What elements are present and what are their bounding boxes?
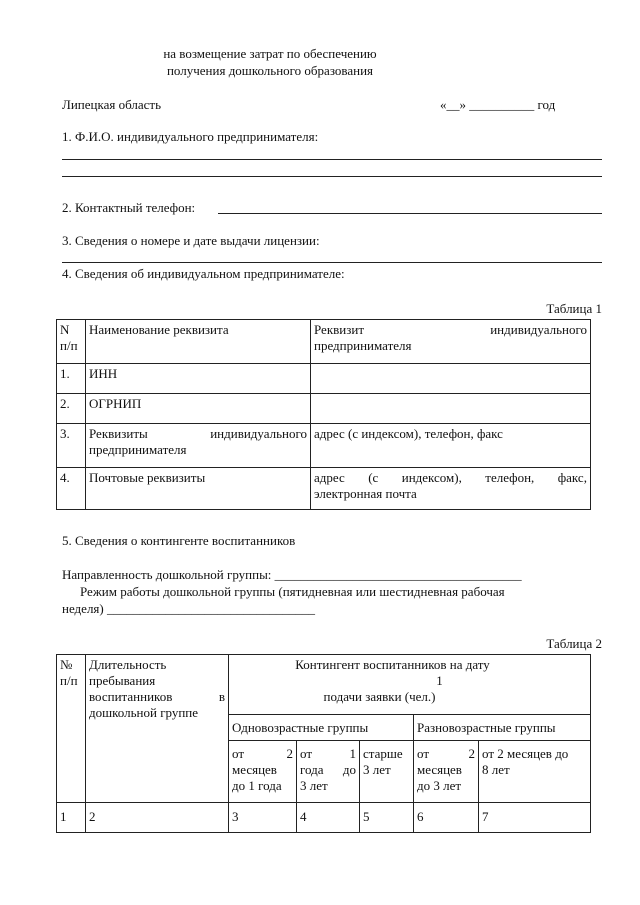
table-cell: 3. <box>57 424 86 468</box>
table-cell: 2 <box>86 803 229 833</box>
table-row <box>57 468 591 510</box>
table-header-cell: от 2 месяцев до 1 года <box>229 741 297 803</box>
pupil-contingent-table <box>56 654 591 833</box>
doc-title-line1: на возмещение затрат по обеспечению <box>163 46 377 61</box>
direction-field[interactable]: Направленность дошкольной группы: ______________________________________ <box>62 567 522 582</box>
doc-title-line2: получения дошкольного образования <box>166 63 374 78</box>
table-header-row <box>57 655 591 715</box>
table-cell: 4. <box>57 468 86 510</box>
table-cell: 5 <box>360 803 414 833</box>
section5-label: 5. Сведения о контингенте воспитанников <box>62 533 296 548</box>
info-label: 4. Сведения об индивидуальном предпринимателе: <box>62 266 345 281</box>
mode-field[interactable]: неделя) ________________________________ <box>62 601 315 616</box>
license-label: 3. Сведения о номере и дате выдачи лицензии: <box>62 233 320 248</box>
table-header-cell: от 1 года до 3 лет <box>297 741 360 803</box>
table-cell: 2. <box>57 394 86 424</box>
table-cell: ОГРНИП <box>86 394 311 424</box>
table-cell: 4 <box>297 803 360 833</box>
table-row <box>57 424 591 468</box>
region-label: Липецкая область <box>62 97 162 112</box>
table-row <box>57 803 591 833</box>
table-cell: 3 <box>229 803 297 833</box>
table-header-cell: Длительность пребывания воспитанников в дошкольной группе <box>86 655 229 803</box>
table-cell: 6 <box>414 803 479 833</box>
table1-caption: Таблица 1 <box>546 301 602 316</box>
fio-label: 1. Ф.И.О. индивидуального предпринимателя: <box>62 129 319 144</box>
table-header-cell: Разновозрастные группы <box>414 715 591 741</box>
table-cell-editable[interactable]: адрес (с индексом), телефон, факс, электронная почта <box>311 468 591 510</box>
table-header-cell: старше 3 лет <box>360 741 414 803</box>
table-cell: 7 <box>479 803 591 833</box>
mode-line1: Режим работы дошкольной группы (пятидневная или шестидневная рабочая <box>80 584 505 599</box>
license-input-line[interactable] <box>62 262 602 263</box>
entrepreneur-details-table <box>56 319 591 510</box>
table-header-row <box>57 320 591 364</box>
table-header-cell: Реквизит индивидуального предпринимателя <box>311 320 591 364</box>
phone-input-line[interactable] <box>218 213 602 214</box>
table-cell: 1 <box>57 803 86 833</box>
table-row <box>57 394 591 424</box>
table2-caption: Таблица 2 <box>546 636 602 651</box>
fio-input-line-1[interactable] <box>62 159 602 160</box>
table-header-cell: Наименование реквизита <box>86 320 311 364</box>
table-cell: 1. <box>57 364 86 394</box>
table-cell-editable[interactable] <box>311 364 591 394</box>
table-cell: ИНН <box>86 364 311 394</box>
table-header-cell: Контингент воспитанников на дату 1 подачи заявки (чел.) <box>229 655 591 715</box>
table-header-cell: N п/п <box>57 320 86 364</box>
table-cell-editable[interactable] <box>311 394 591 424</box>
fio-input-line-2[interactable] <box>62 176 602 177</box>
table-cell: Почтовые реквизиты <box>86 468 311 510</box>
table-cell: Реквизиты индивидуального предпринимателя <box>86 424 311 468</box>
table-cell-editable[interactable]: адрес (с индексом), телефон, факс <box>311 424 591 468</box>
table-header-cell: от 2 месяцев до 8 лет <box>479 741 591 803</box>
table-header-cell: № п/п <box>57 655 86 803</box>
phone-label: 2. Контактный телефон: <box>62 200 196 215</box>
table-row <box>57 364 591 394</box>
table-header-cell: от 2 месяцев до 3 лет <box>414 741 479 803</box>
table-header-cell: Одновозрастные группы <box>229 715 414 741</box>
date-field[interactable]: «__» __________ год <box>440 97 556 112</box>
